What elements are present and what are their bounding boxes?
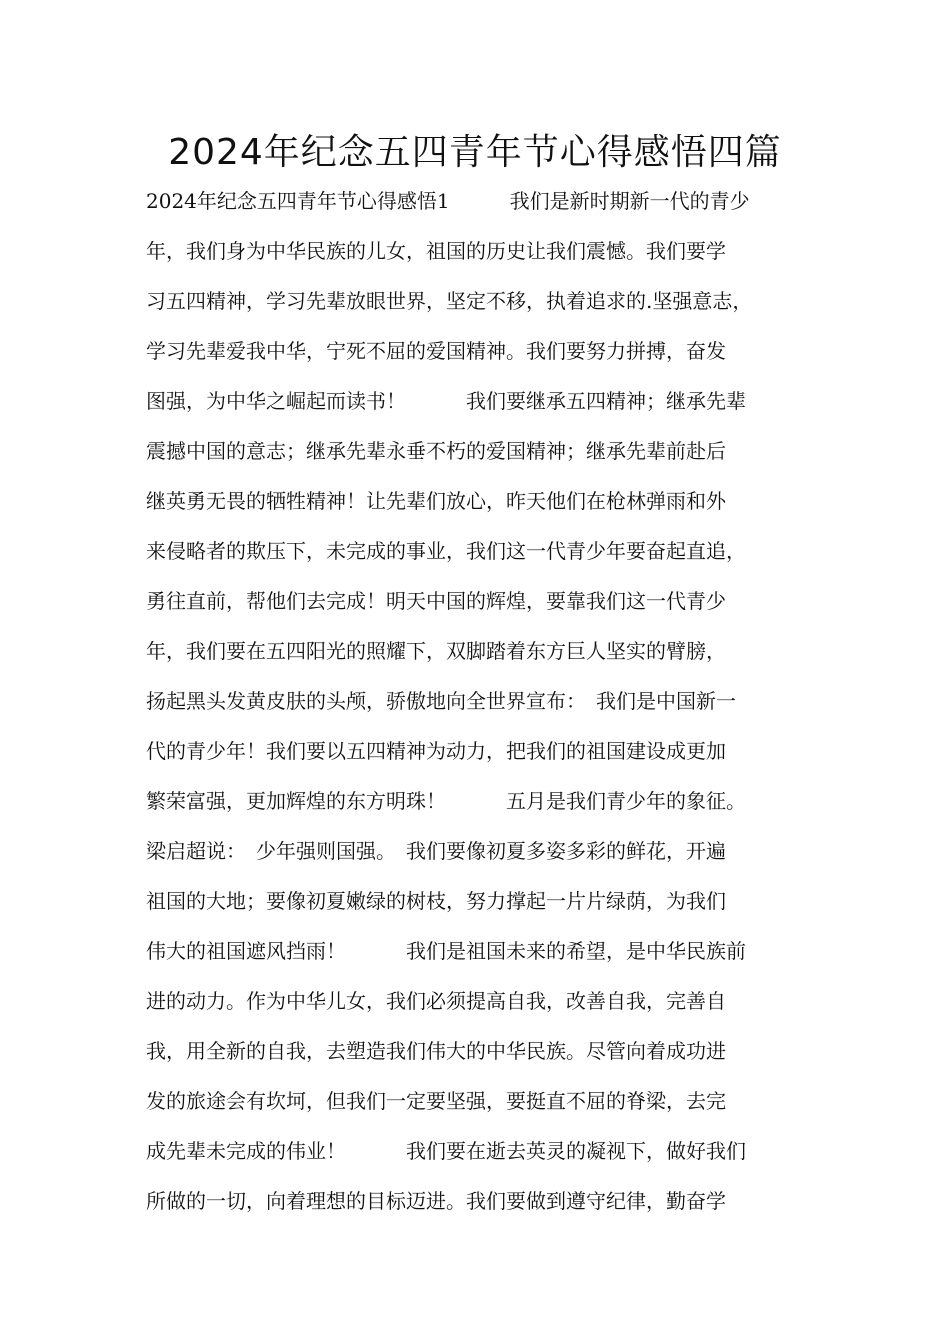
text-line: 我，用全新的自我，去塑造我们伟大的中华民族。尽管向着成功进 xyxy=(146,1039,726,1063)
text-line: 来侵略者的欺压下，未完成的事业，我们这一代青少年要奋起直追， xyxy=(146,539,746,563)
text-line: 图强，为中华之崛起而读书！ 我们要继承五四精神；继承先辈 xyxy=(146,389,746,413)
text-line: 祖国的大地；要像初夏嫩绿的树枝，努力撑起一片片绿荫，为我们 xyxy=(146,889,726,913)
text-line: 所做的一切，向着理想的目标迈进。我们要做到遵守纪律，勤奋学 xyxy=(146,1189,726,1213)
text-line: 继英勇无畏的牺牲精神！让先辈们放心，昨天他们在枪林弹雨和外 xyxy=(146,489,726,513)
text-line: 代的青少年！我们要以五四精神为动力，把我们的祖国建设成更加 xyxy=(146,739,726,763)
document-body xyxy=(146,178,810,1228)
text-line: 梁启超说： 少年强则国强。 我们要像初夏多姿多彩的鲜花，开遍 xyxy=(146,839,726,863)
text-line: 发的旅途会有坎坷，但我们一定要坚强，要挺直不屈的脊梁，去完 xyxy=(146,1089,726,1113)
text-line: 年，我们身为中华民族的儿女，祖国的历史让我们震憾。我们要学 xyxy=(146,239,726,263)
text-line: 年，我们要在五四阳光的照耀下，双脚踏着东方巨人坚实的臂膀， xyxy=(146,639,726,663)
text-line: 习五四精神，学习先辈放眼世界，坚定不移，执着追求的.坚强意志， xyxy=(146,289,753,313)
text-line: 扬起黑头发黄皮肤的头颅，骄傲地向全世界宣布： 我们是中国新一 xyxy=(146,689,736,713)
text-line: 成先辈未完成的伟业！ 我们要在逝去英灵的凝视下，做好我们 xyxy=(146,1139,746,1163)
text-line: 学习先辈爱我中华，宁死不屈的爱国精神。我们要努力拼搏，奋发 xyxy=(146,339,726,363)
text-line: 进的动力。作为中华儿女，我们必须提高自我，改善自我，完善自 xyxy=(146,989,726,1013)
text-line: 震撼中国的意志；继承先辈永垂不朽的爱国精神；继承先辈前赴后 xyxy=(146,439,726,463)
document-title: 2024年纪念五四青年节心得感悟四篇 xyxy=(168,132,782,173)
text-line: 2024年纪念五四青年节心得感悟1 我们是新时期新一代的青少 xyxy=(146,189,750,213)
text-line: 勇往直前，帮他们去完成！明天中国的辉煌，要靠我们这一代青少 xyxy=(146,589,726,613)
text-line: 繁荣富强，更加辉煌的东方明珠！ 五月是我们青少年的象征。 xyxy=(146,789,746,813)
text-line: 伟大的祖国遮风挡雨！ 我们是祖国未来的希望，是中华民族前 xyxy=(146,939,746,963)
